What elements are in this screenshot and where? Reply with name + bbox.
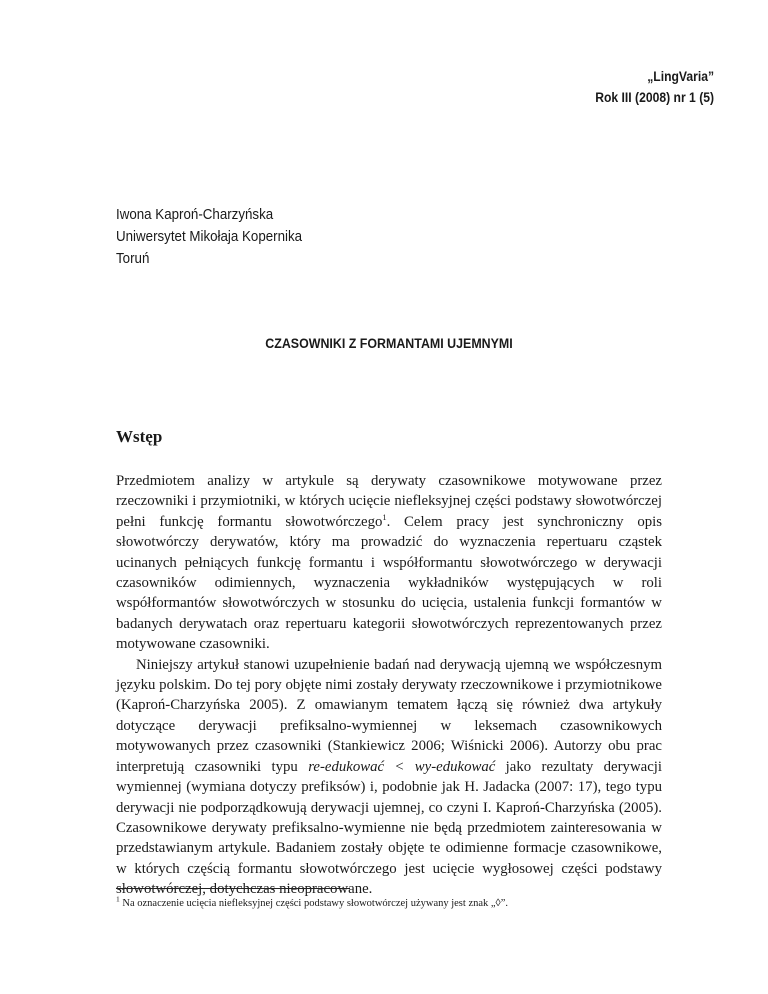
paragraph-2-italic-example: re-edukować < wy-edukować [308, 758, 496, 775]
journal-issue: Rok III (2008) nr 1 (5) [595, 90, 714, 105]
paragraph-1-text-a: Przedmiotem analizy w artykule są derywaty czasownikowe motywowane przez rzeczowniki i przymiotniki, w których ucięcie niefleksyjnej części podstawy słowotwórczej pełni funkcję formantu słowotwórczego [116, 473, 662, 530]
author-block [116, 204, 302, 270]
journal-name: „LingVaria” [647, 69, 714, 84]
article-title: CZASOWNIKI Z FORMANTAMI UJEMNYMI [265, 336, 513, 351]
paragraph-2-text-b: jako rezultaty derywacji wymiennej (wymiana dotyczy prefiksów) i, podobnie jak H. Jadacka (2007: 17), tego typu derywacji nie podporządkowują derywacji ujemnej, co czyni I. Kaproń-Charzyńska (2005). Czasownikowe derywaty prefiksalno-wymienne nie będą przedmiotem zainteresowania w przedstawianym artykule. Badaniem zostały objęte te odimienne formacje czasownikowe, w których częścią formantu słowotwórczego jest ucięcie wygłosowej części podstawy słowotwórczej, dotychczas nieopracowane. [116, 758, 662, 898]
author-affiliation: Uniwersytet Mikołaja Kopernika [116, 229, 303, 245]
journal-header [595, 66, 714, 108]
footnote [116, 894, 509, 910]
paragraph-1-text-b: . Celem pracy jest synchroniczny opis słowotwórczy derywatów, który ma prowadzić do wyznaczenia repertuaru cząstek ucinanych pełniących funkcję formantu i współformantu słowotwórczego w derywacji czasowników odimiennych, wyznaczenia wykładników występujących w roli współformantów słowotwórczych w stosunku do ucięcia, ustalenia funkcji formantów w badanych derywatach oraz repertuaru kategorii słowotwórczych reprezentowanych przez motywowane czasowniki. [116, 513, 662, 653]
author-city: Toruń [116, 251, 150, 267]
paragraph-2 [116, 655, 662, 900]
footnote-reference: 1 [382, 511, 387, 522]
section-heading: Wstęp [116, 427, 163, 446]
article-body [116, 471, 662, 900]
footnote-divider [116, 888, 350, 889]
paragraph-2-text-a: Niniejszy artykuł stanowi uzupełnienie badań nad derywacją ujemną we współczesnym języku polskim. Do tej pory objęte nimi zostały derywaty rzeczownikowe i przymiotnikowe (Kaproń-Charzyńska 2005). Z omawianym tematem łączą się również dwa artykuły dotyczące derywacji prefiksalno-wymiennej w leksemach czasownikowych motywowanych przez czasowniki (Stankiewicz 2006; Wiśnicki 2006). Autorzy obu prac interpretują czasowniki typu [116, 656, 662, 775]
author-name: Iwona Kaproń-Charzyńska [116, 207, 274, 223]
footnote-number: 1 [116, 894, 120, 904]
paragraph-1 [116, 471, 662, 655]
footnote-text: Na oznaczenie ucięcia niefleksyjnej części podstawy słowotwórczej używany jest znak „◊”. [119, 898, 509, 909]
